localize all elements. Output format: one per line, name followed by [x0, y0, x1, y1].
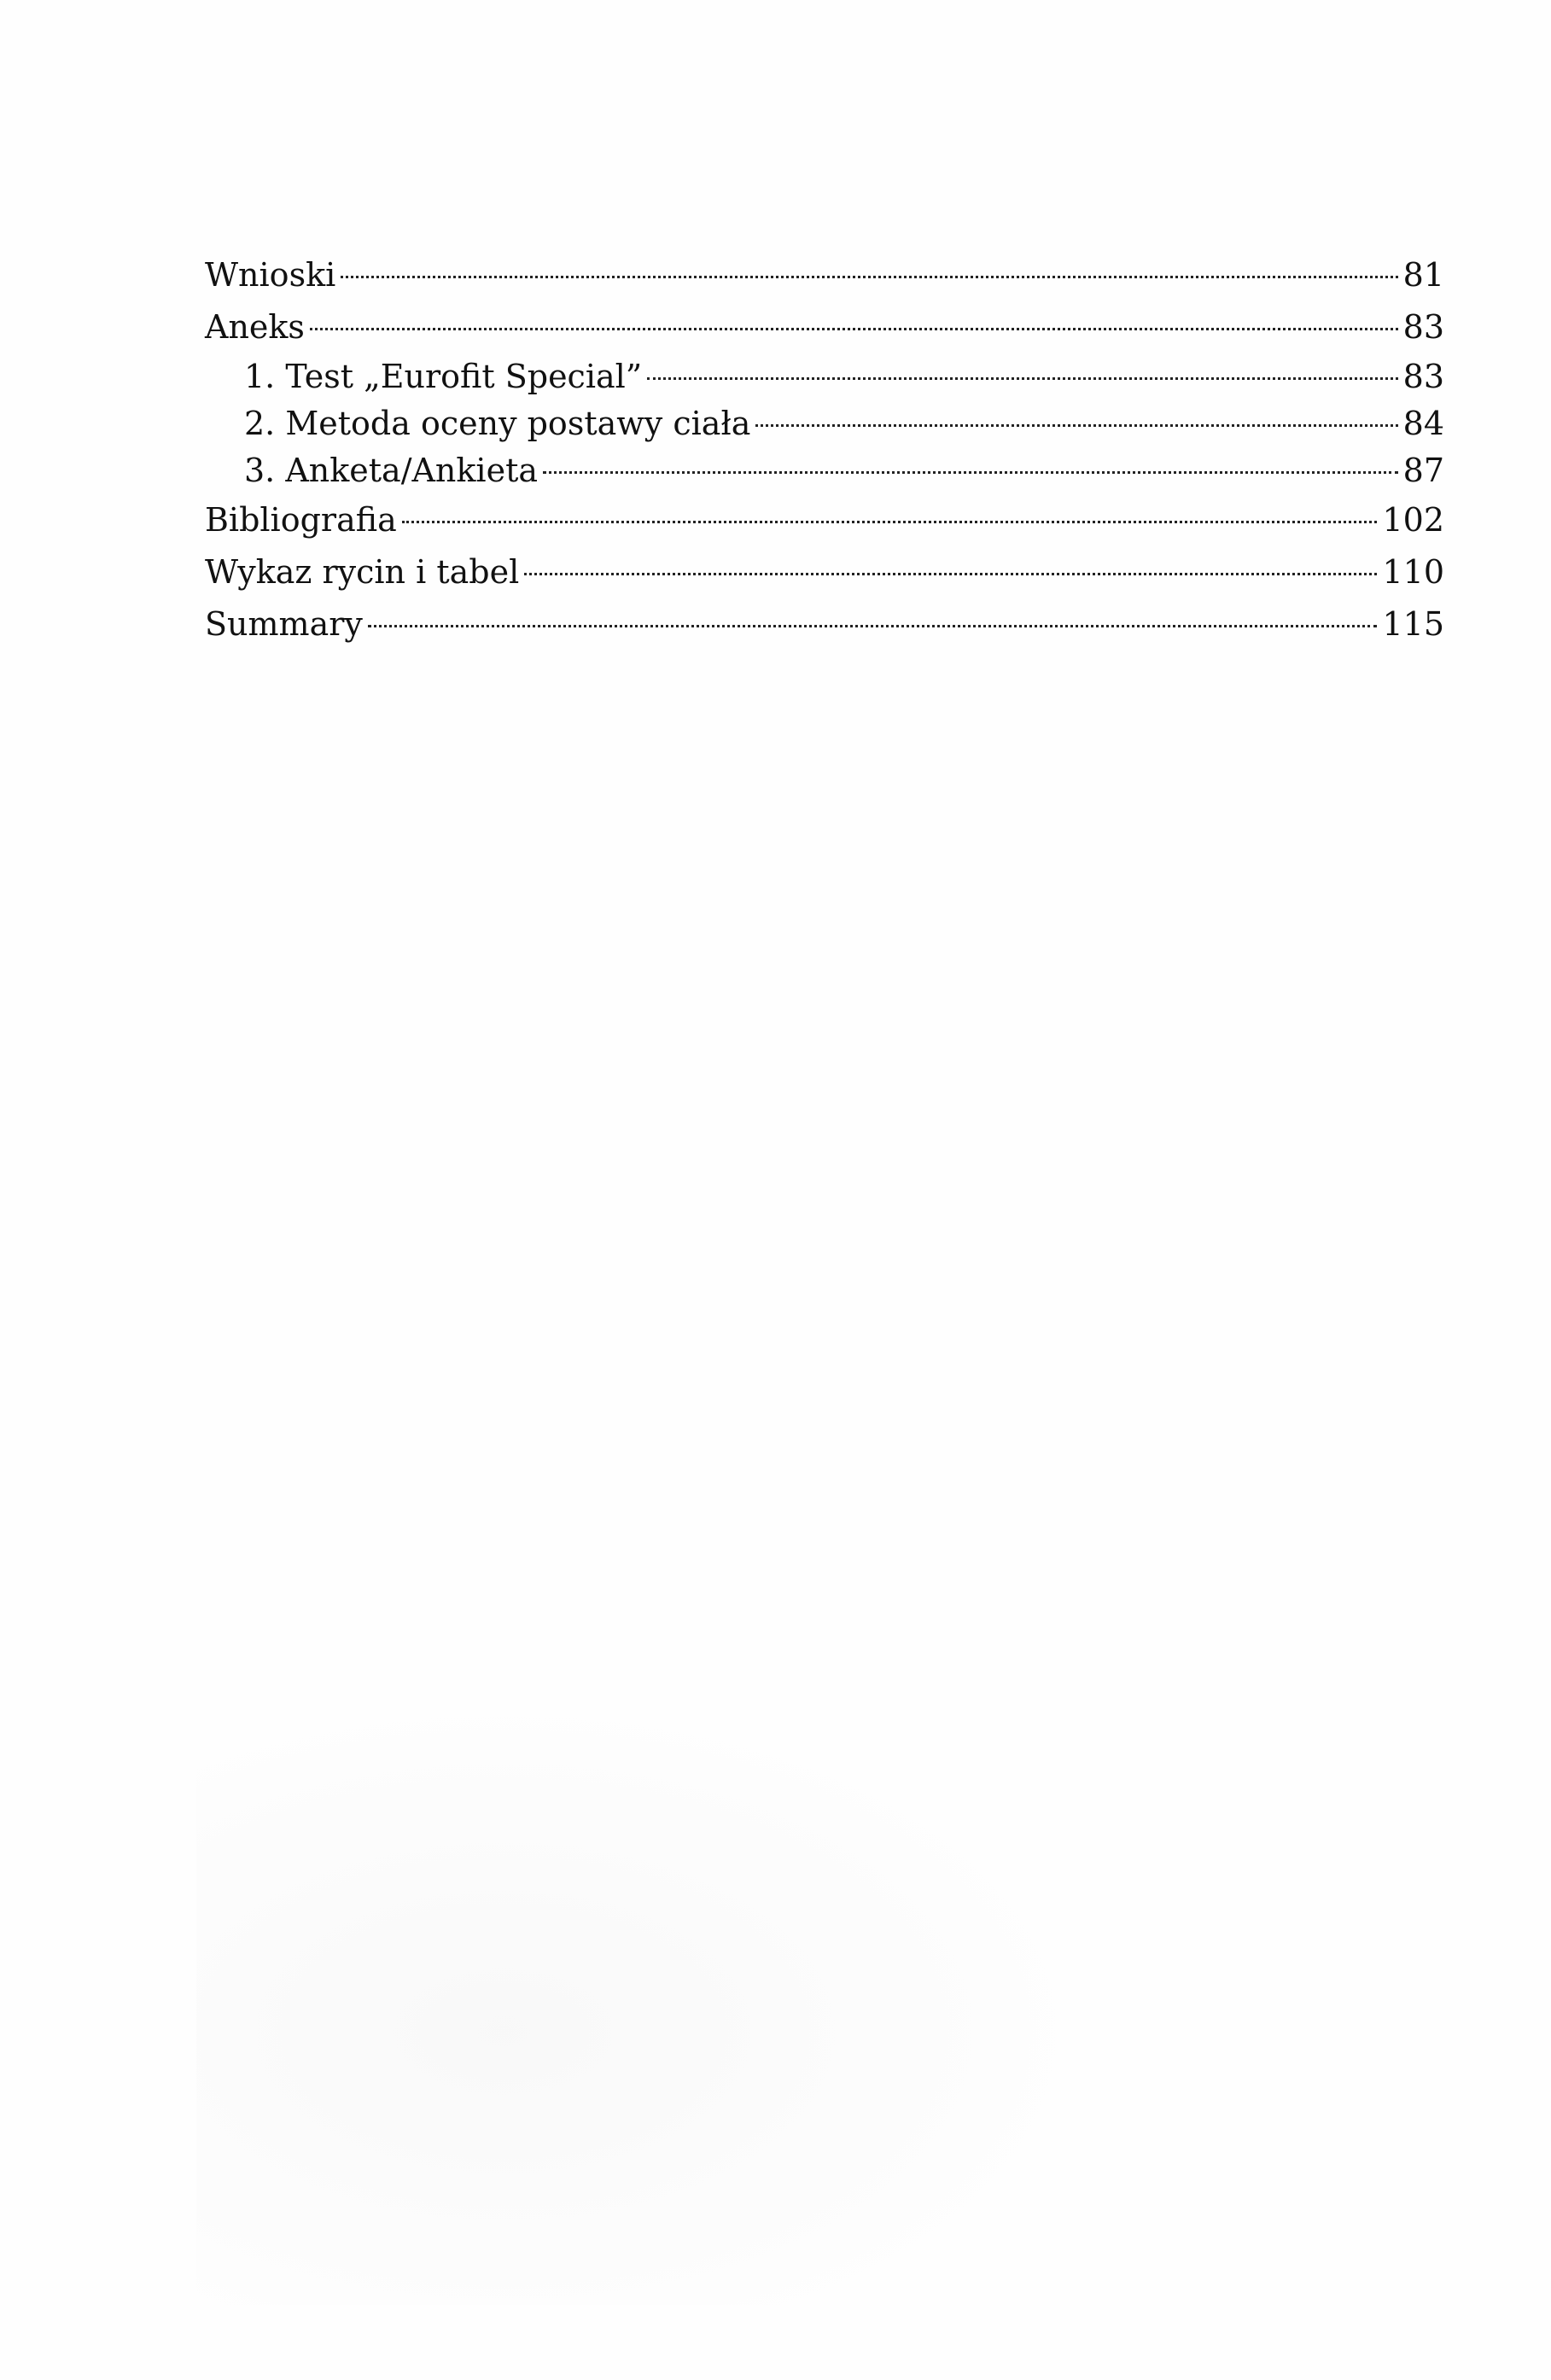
- toc-entry-wykaz-rycin: [205, 546, 1444, 598]
- toc-entry-title: 2. Metoda oceny postawy ciała: [244, 405, 751, 442]
- toc-entry-metoda-oceny: [205, 400, 1444, 447]
- toc-entry-page: 83: [1402, 358, 1444, 395]
- toc-entry-page: 81: [1402, 256, 1444, 294]
- toc-entry-title: Bibliografia: [205, 501, 397, 539]
- toc-entry-page: 84: [1402, 405, 1444, 442]
- toc-entry-page: 110: [1382, 553, 1444, 591]
- bleed-through-shadow: [196, 1622, 1221, 2305]
- dot-leader: [310, 328, 1398, 330]
- toc-entry-page: 83: [1402, 308, 1444, 346]
- toc-entry-bibliografia: [205, 494, 1444, 546]
- toc-entry-page: 115: [1382, 605, 1444, 643]
- toc-entry-title: Summary: [205, 605, 363, 643]
- dot-leader: [341, 276, 1397, 278]
- toc-entry-aneks: [205, 301, 1444, 353]
- dot-leader: [368, 625, 1378, 627]
- dot-leader: [647, 377, 1397, 380]
- toc-entry-ankieta: [205, 447, 1444, 494]
- toc-entry-wnioski: [205, 249, 1444, 301]
- dot-leader: [402, 521, 1378, 523]
- toc-entry-title: Wnioski: [205, 256, 336, 294]
- dot-leader: [755, 424, 1397, 427]
- toc-entry-title: 3. Anketa/Ankieta: [244, 452, 539, 489]
- toc-entry-title: Wykaz rycin i tabel: [205, 553, 520, 591]
- toc-entry-page: 87: [1402, 452, 1444, 489]
- toc-entry-title: 1. Test „Eurofit Special”: [244, 358, 643, 395]
- toc-entry-test-eurofit: [205, 353, 1444, 400]
- toc-entry-page: 102: [1382, 501, 1444, 539]
- dot-leader: [524, 573, 1377, 575]
- toc-entry-title: Aneks: [205, 308, 305, 346]
- toc-entry-summary: [205, 598, 1444, 650]
- table-of-contents: [205, 249, 1444, 650]
- dot-leader: [543, 471, 1398, 474]
